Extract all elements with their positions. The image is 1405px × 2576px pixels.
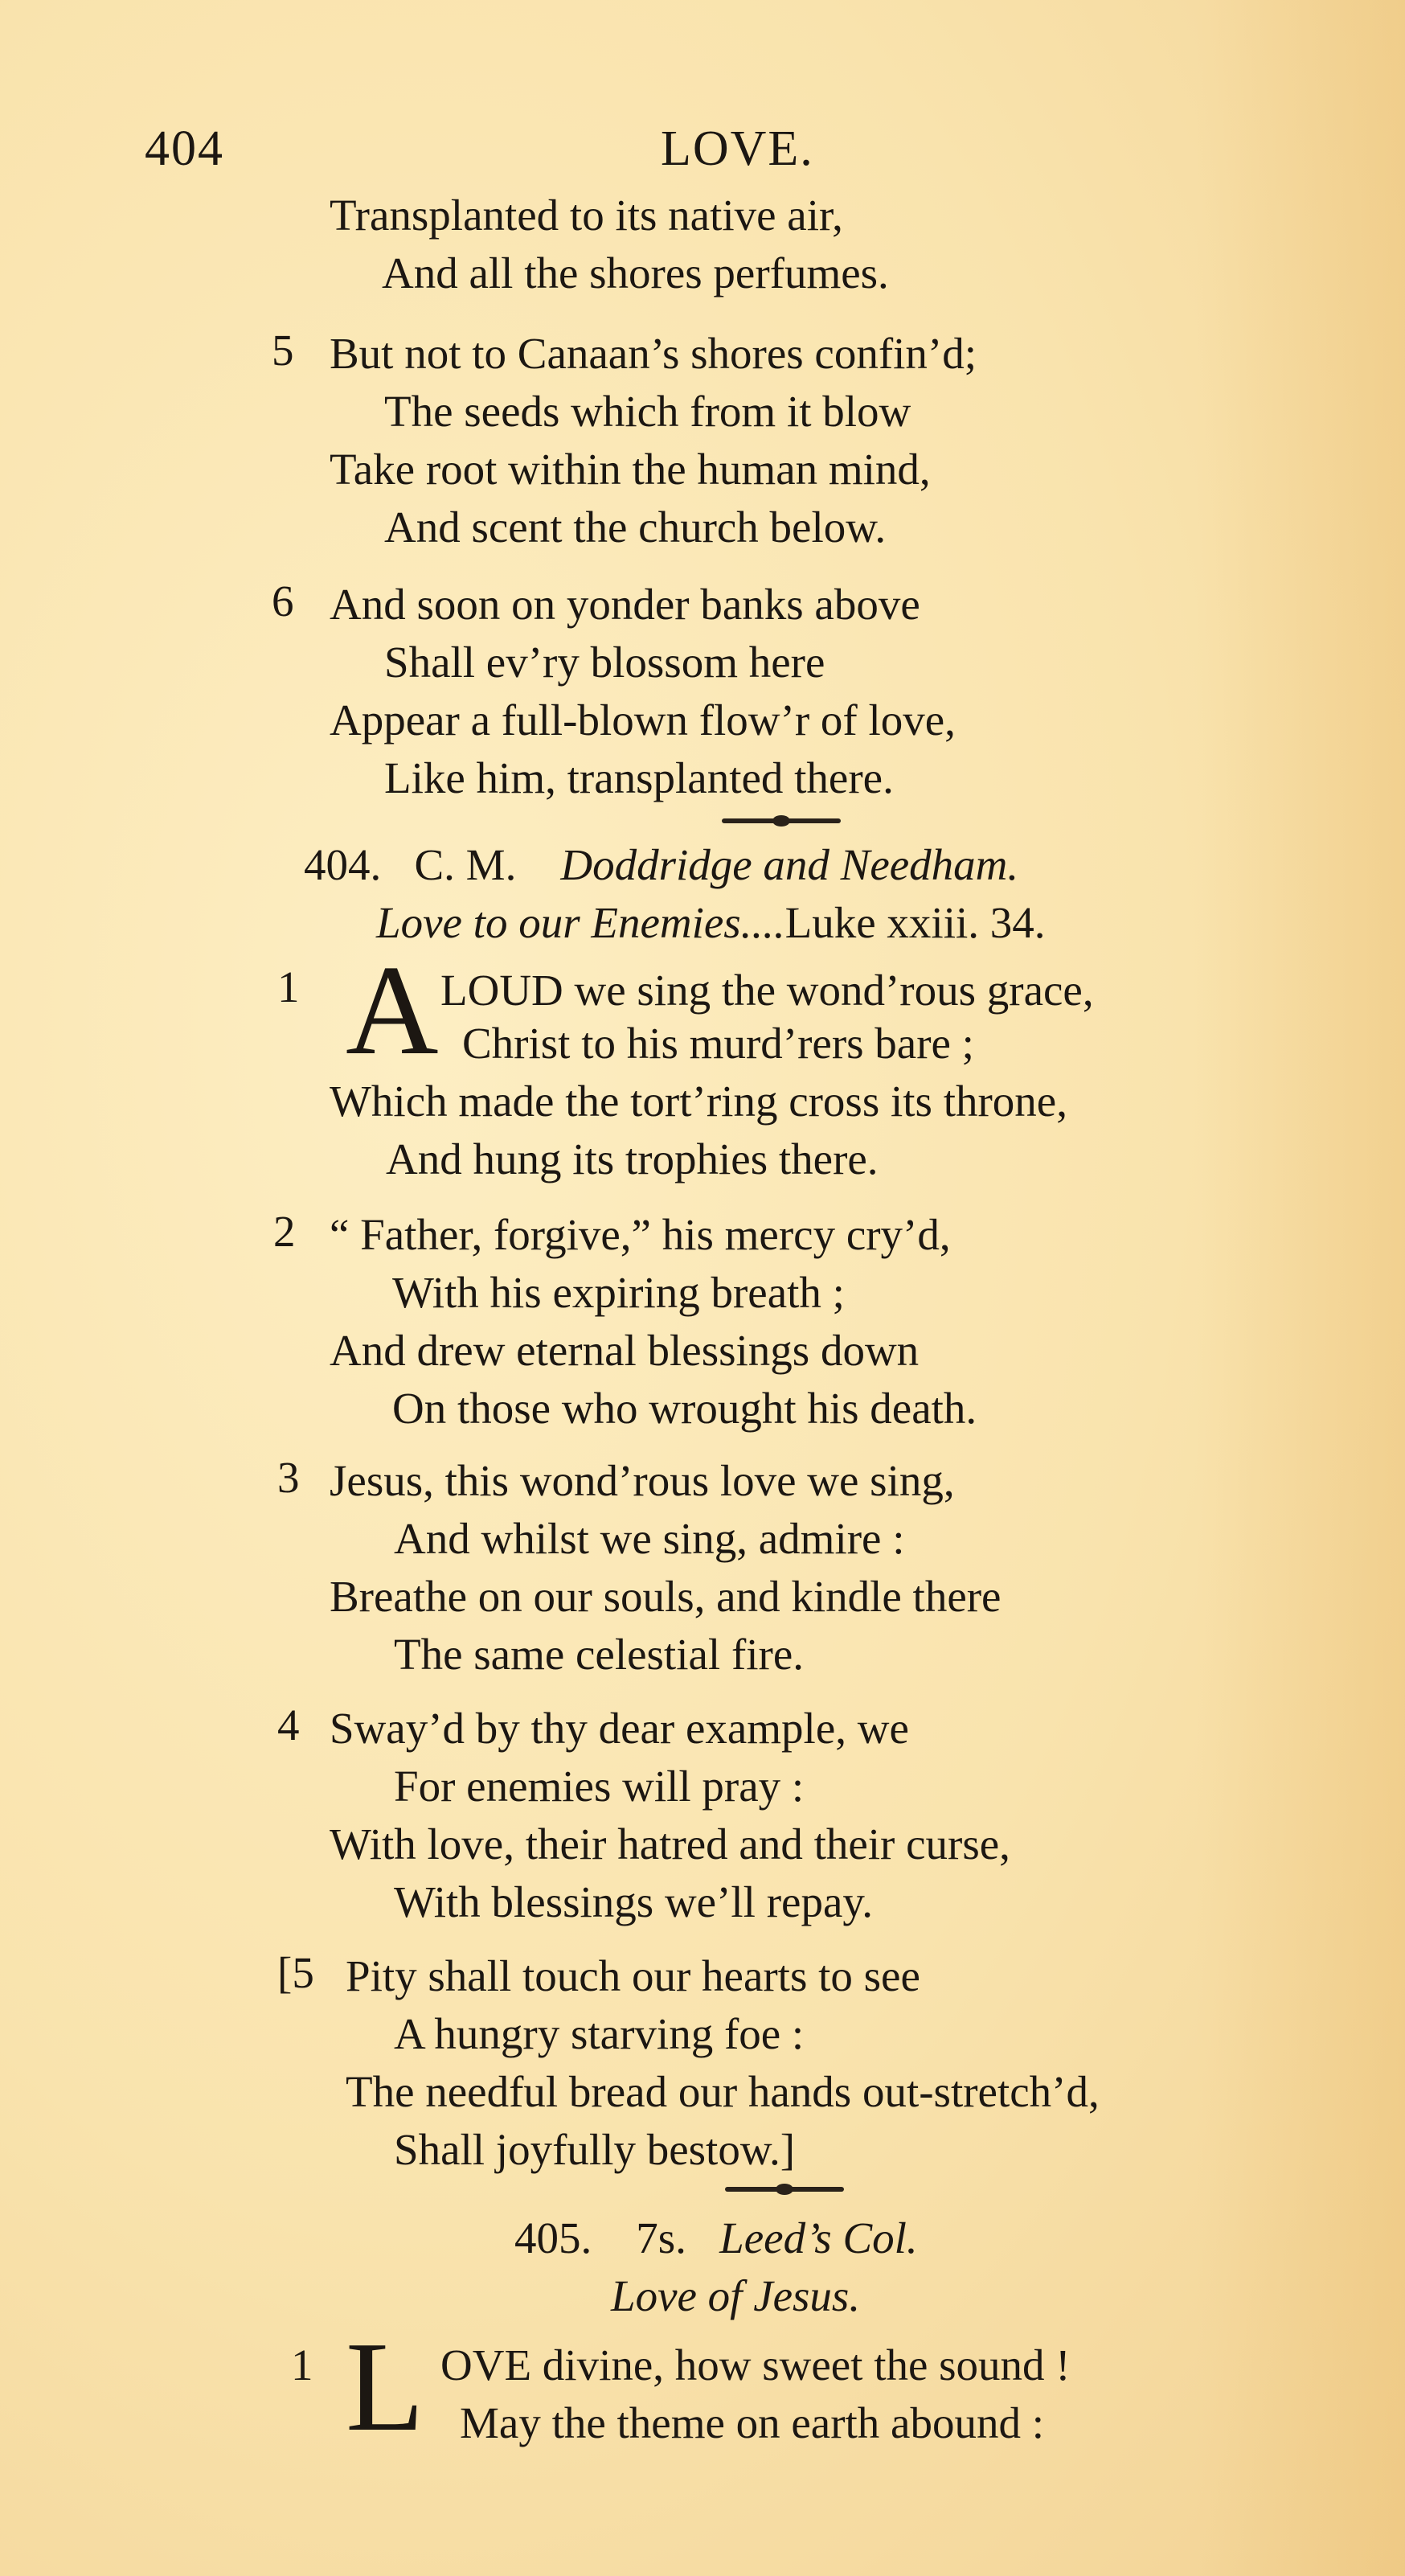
hymn-subject-line <box>376 894 1046 952</box>
verse-line: LOUD we sing the wond’rous grace, <box>440 966 1094 1015</box>
section-divider <box>722 818 841 823</box>
verse-line: Like him, transplanted there. <box>384 753 894 802</box>
verse-line: Shall joyfully bestow.] <box>394 2125 796 2174</box>
stanza-number: 1 <box>291 2340 313 2389</box>
hymn-tune: Leed’s Col. <box>719 2213 918 2262</box>
verse-line: But not to Canaan’s shores confin’d; <box>330 329 977 378</box>
hymn-meter: C. M. <box>414 840 517 889</box>
stanza-number: 2 <box>273 1207 296 1256</box>
verse-line: Take root within the human mind, <box>330 445 931 494</box>
verse-line: Christ to his murd’rers bare ; <box>462 1019 974 1068</box>
verse-line: With his expiring breath ; <box>392 1268 845 1317</box>
drop-cap: L <box>346 2315 424 2458</box>
page-number: 404 <box>145 121 224 176</box>
verse-line: With blessings we’ll repay. <box>394 1877 874 1926</box>
hymn-tune: Doddridge and Needham. <box>560 840 1019 889</box>
verse-line: And scent the church below. <box>384 502 887 552</box>
stanza-number: 4 <box>277 1700 300 1749</box>
verse-line: And soon on yonder banks above <box>330 580 920 629</box>
verse-line: May the theme on earth abound : <box>460 2398 1045 2447</box>
hymn-meter: 7s. <box>636 2213 686 2262</box>
hymn-number: 405. <box>514 2213 592 2262</box>
verse-line: Appear a full-blown flow’r of love, <box>330 695 956 744</box>
running-title: LOVE. <box>661 121 814 176</box>
verse-line: “ Father, forgive,” his mercy cry’d, <box>330 1210 951 1259</box>
stanza-number: 6 <box>272 576 294 626</box>
verse-line: And whilst we sing, admire : <box>394 1514 905 1563</box>
hymn-heading <box>514 2209 918 2267</box>
stanza-number: [5 <box>277 1948 314 1997</box>
verse-line: Jesus, this wond’rous love we sing, <box>330 1456 955 1505</box>
verse-line: On those who wrought his death. <box>392 1384 977 1433</box>
drop-cap: A <box>346 938 439 1081</box>
verse-line: Which made the tort’ring cross its throne, <box>330 1077 1067 1126</box>
verse-line: Sway’d by thy dear example, we <box>330 1704 909 1753</box>
verse-line: A hungry starving foe : <box>394 2009 805 2058</box>
hymn-subject: Love to our Enemies.... <box>376 898 785 947</box>
verse-line: And drew eternal blessings down <box>330 1326 920 1375</box>
verse-line: And hung its trophies there. <box>386 1134 879 1183</box>
verse-line: For enemies will pray : <box>394 1762 805 1811</box>
hymn-heading <box>304 836 1018 894</box>
page-stain <box>1196 0 1405 2576</box>
verse-line: The needful bread our hands out-stretch’d, <box>346 2067 1100 2116</box>
hymn-number: 404. <box>304 840 382 889</box>
stanza-number: 3 <box>277 1453 300 1502</box>
verse-line: The same celestial fire. <box>394 1630 805 1679</box>
section-divider <box>725 2187 844 2192</box>
stanza-number: 1 <box>277 962 300 1011</box>
verse-line: OVE divine, how sweet the sound ! <box>440 2340 1071 2389</box>
verse-line: Transplanted to its native air, <box>330 191 843 240</box>
verse-line: Shall ev’ry blossom here <box>384 638 825 687</box>
verse-line: With love, their hatred and their curse, <box>330 1819 1010 1868</box>
verse-line: Pity shall touch our hearts to see <box>346 1951 920 2000</box>
hymn-subject: Love of Jesus. <box>611 2271 861 2320</box>
verse-line: The seeds which from it blow <box>384 387 911 436</box>
verse-line: And all the shores perfumes. <box>382 248 889 297</box>
scripture-ref: Luke xxiii. 34. <box>784 898 1046 947</box>
verse-line: Breathe on our souls, and kindle there <box>330 1572 1002 1621</box>
stanza-number: 5 <box>272 326 294 375</box>
